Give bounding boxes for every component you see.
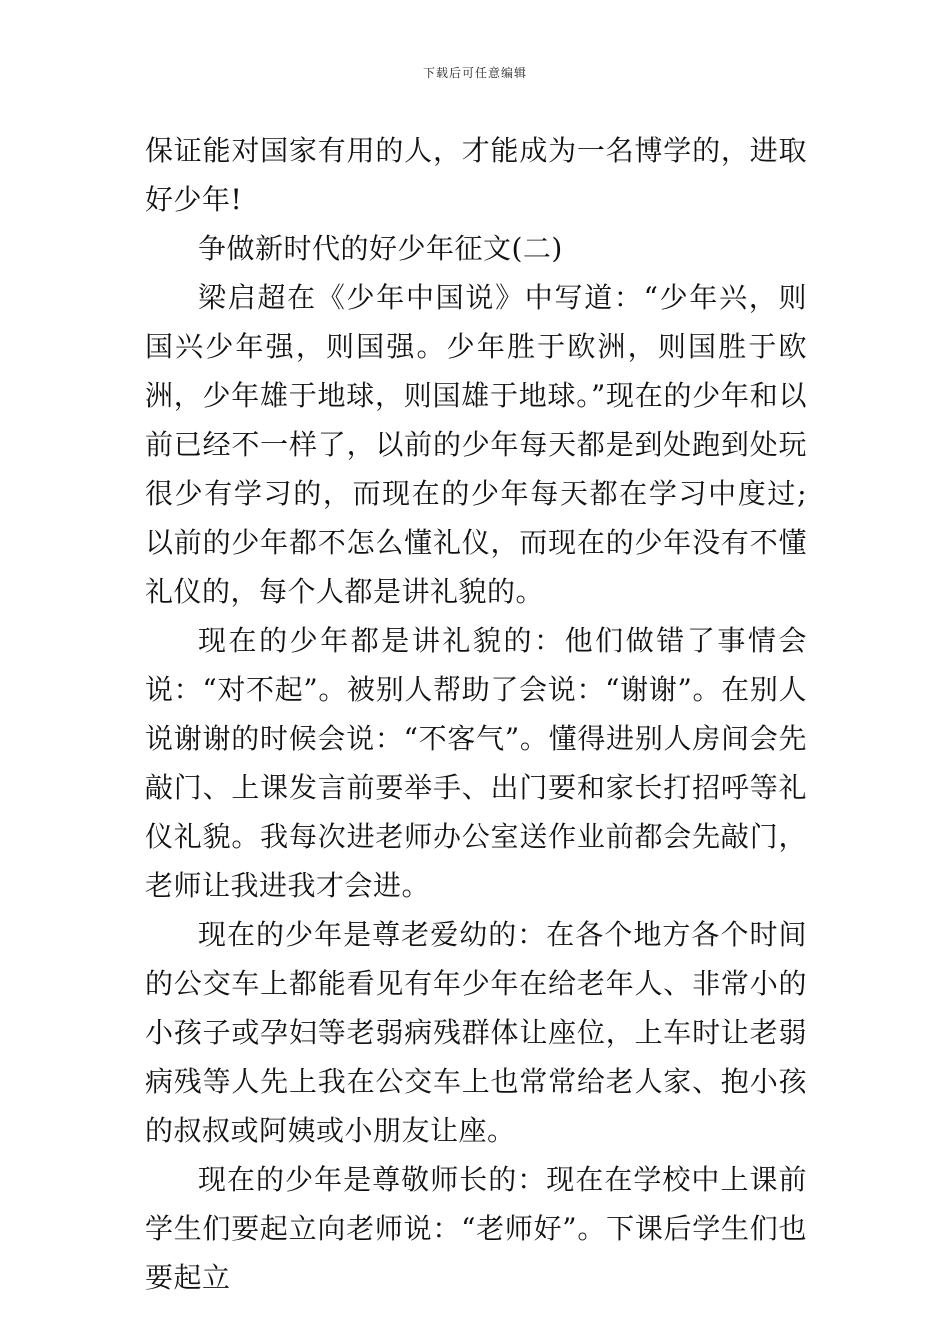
paragraph: 现在的少年是尊老爱幼的：在各个地方各个时间的公交车上都能看见有年少年在给老年人、非常小的小孩子或孕妇等老弱病残群体让座位，上车时让老弱病残等人先上我在公交车上也常常给老人家、抱小孩的叔叔或阿姨或小朋友让座。	[145, 918, 807, 1147]
document-body	[145, 126, 807, 1302]
section-title: 争做新时代的好少年征文(二)	[198, 232, 563, 265]
paragraph: 梁启超在《少年中国说》中写道：“少年兴，则国兴少年强，则国强。少年胜于欧洲，则国胜于欧洲，少年雄于地球，则国雄于地球。”现在的少年和以前已经不一样了，以前的少年每天都是到处跑到处玩很少有学习的，而现在的少年每天都在学习中度过;以前的少年都不怎么懂礼仪，而现在的少年没有不懂礼仪的，每个人都是讲礼貌的。	[145, 281, 807, 608]
paragraph-continuation: 保证能对国家有用的人，才能成为一名博学的，进取好少年!	[145, 134, 807, 216]
paragraph: 现在的少年都是讲礼貌的：他们做错了事情会说：“对不起”。被别人帮助了会说：“谢谢”。在别人说谢谢的时候会说：“不客气”。懂得进别人房间会先敲门、上课发言前要举手、出门要和家长打招呼等礼仪礼貌。我每次进老师办公室送作业前都会先敲门，老师让我进我才会进。	[145, 624, 807, 902]
paragraph: 现在的少年是尊敬师长的：现在在学校中上课前学生们要起立向老师说：“老师好”。下课后学生们也要起立	[145, 1163, 807, 1294]
page-header: 下载后可任意编辑	[422, 66, 527, 80]
